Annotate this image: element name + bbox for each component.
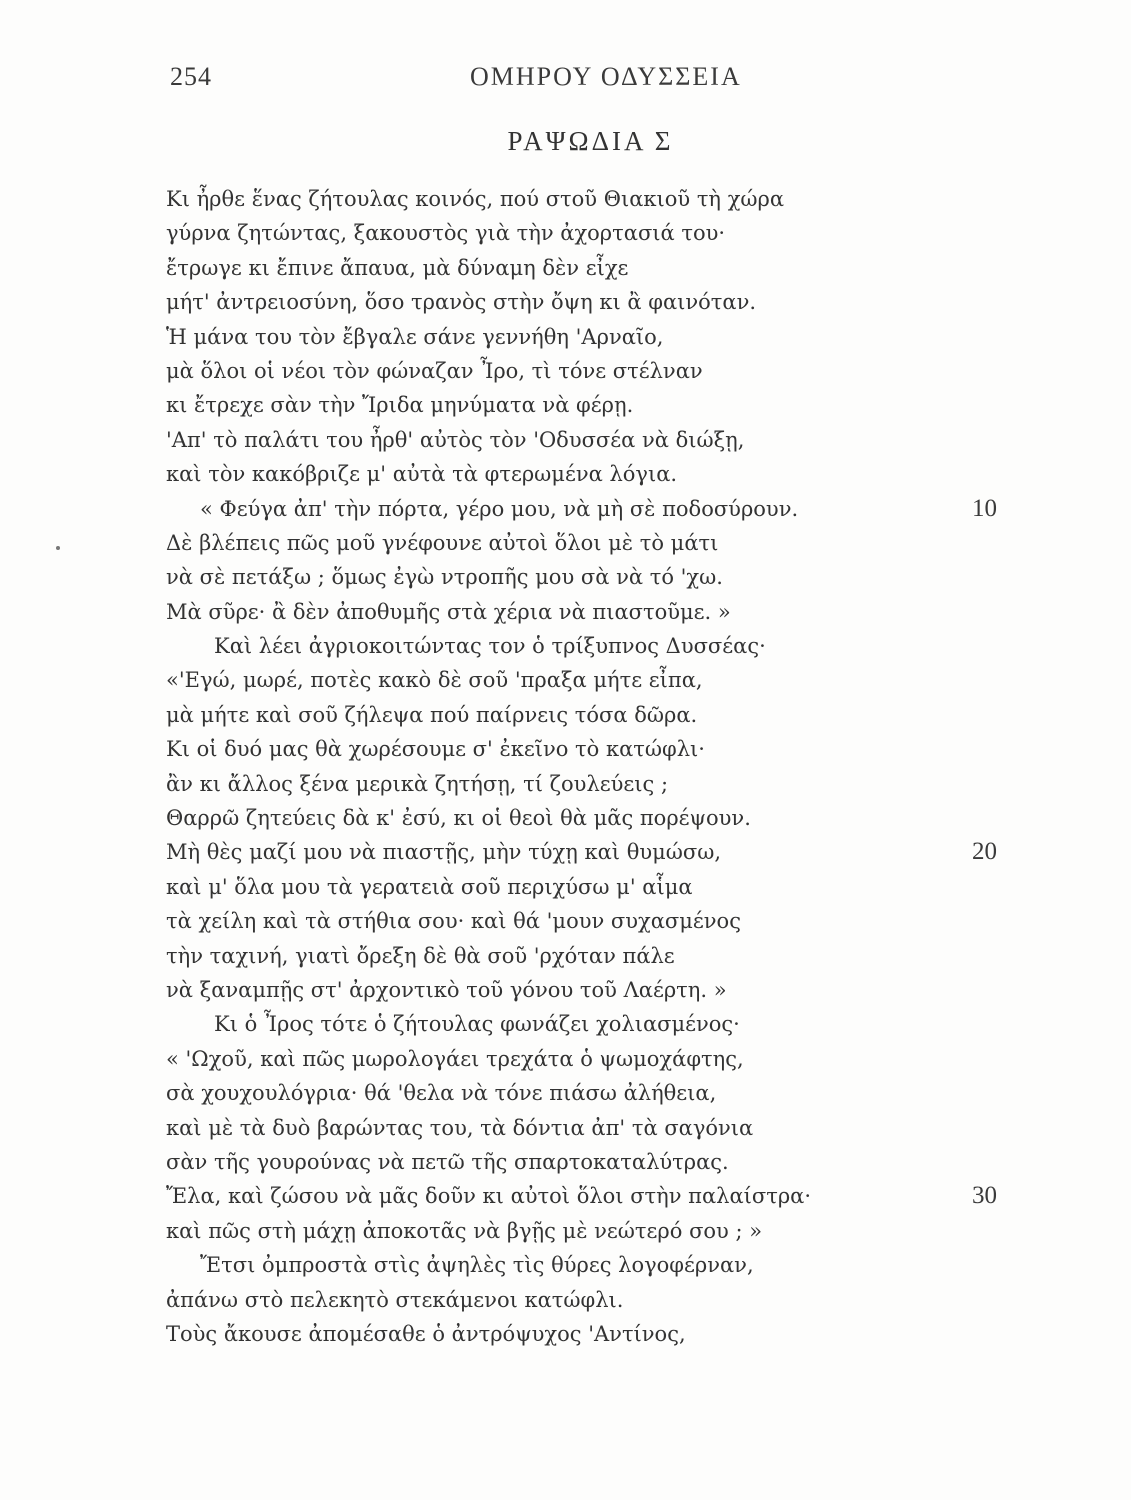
verse-line	[166, 973, 1066, 1007]
verse-text: Κι οἱ δυό μας θὰ χωρέσουμε σ' ἐκεῖνο τὸ κατώφλι·	[166, 737, 705, 762]
verse-text: νὰ σὲ πετάξω ; ὅμως ἐγὼ ντροπῆς μου σὰ νὰ τό 'χω.	[166, 565, 723, 590]
verse-text: τὰ χείλη καὶ τὰ στήθια σου· καὶ θά 'μουν συχασμένος	[166, 909, 741, 934]
verse-line	[166, 939, 1066, 973]
verse-text: Μὰ σῦρε· ἂ δὲν ἀποθυμῆς στὰ χέρια νὰ πιαστοῦμε. »	[166, 599, 731, 624]
verse-text: Κι ἦρθε ἕνας ζήτουλας κοινός, πού στοῦ Θιακιοῦ τὴ χώρα	[166, 187, 785, 211]
verse-text: « Φεύγα ἀπ' τὴν πόρτα, γέρο μου, νὰ μὴ σὲ ποδοσύρουν.	[200, 496, 799, 521]
verse-line	[166, 457, 1066, 491]
line-number: 10	[972, 494, 997, 522]
verse-text: μήτ' ἀντρειοσύνη, ὅσο τρανὸς στὴν ὄψη κι ἂ φαινόταν.	[166, 290, 757, 315]
verse-text: ἂν κι ἄλλος ξένα μερικὰ ζητήσῃ, τί ζουλεύεις ;	[166, 771, 669, 796]
verse-line	[166, 835, 1066, 869]
verse-text: καὶ πῶς στὴ μάχῃ ἀποκοτᾶς νὰ βγῇς μὲ νεώτερό σου ; »	[166, 1218, 763, 1243]
verse-line	[166, 1145, 1066, 1179]
verse-text: μὰ ὅλοι οἱ νέοι τὸν φώναζαν Ἶρο, τὶ τόνε στέλναν	[166, 358, 703, 383]
verse-line	[166, 216, 1066, 250]
verse-text: κι ἔτρεχε σὰν τὴν Ἴριδα μηνύματα νὰ φέρῃ.	[166, 393, 634, 418]
verse-line	[166, 1248, 1066, 1282]
verse-text: σὰν τῆς γουρούνας νὰ πετῶ τῆς σπαρτοκαταλύτρας.	[166, 1149, 729, 1174]
verse-line	[166, 595, 1066, 629]
verse-line	[166, 870, 1066, 904]
verse-text: Τοὺς ἄκουσε ἀπομέσαθε ὁ ἀντρόψυχος 'Αντίνος,	[166, 1321, 686, 1346]
line-number: 30	[972, 1182, 997, 1210]
verse-text: Ἔτσι ὀμπροστὰ στὶς ἀψηλὲς τὶς θύρες λογοφέρναν,	[200, 1253, 754, 1278]
verse-text: Κι ὁ Ἶρος τότε ὁ ζήτουλας φωνάζει χολιασμένος·	[214, 1012, 740, 1037]
verse-line	[166, 1283, 1066, 1317]
verse-text: ἔτρωγε κι ἔπινε ἄπαυα, μὰ δύναμη δὲν εἶχε	[166, 255, 629, 280]
verse-line	[166, 1076, 1066, 1110]
verse-line	[166, 285, 1066, 319]
verse-line	[166, 1317, 1066, 1351]
verse-line	[166, 629, 1066, 663]
verse-line	[166, 732, 1066, 766]
running-title: ΟΜΗΡΟΥ ΟΔΥΣΣΕΙΑ	[470, 62, 742, 91]
verse-line	[166, 320, 1066, 354]
verse-line	[166, 1042, 1066, 1076]
verse-line	[166, 698, 1066, 732]
verse-text: Καὶ λέει ἀγριοκοιτώντας τον ὁ τρίξυπνος Δυσσέας·	[214, 634, 766, 659]
verse-line	[166, 801, 1066, 835]
verse-line	[166, 904, 1066, 938]
verse-text: τὴν ταχινή, γιατὶ ὄρεξη δὲ θὰ σοῦ 'ρχόταν πάλε	[166, 943, 675, 968]
verse-line	[166, 767, 1066, 801]
verse-text: 'Απ' τὸ παλάτι του ἦρθ' αὐτὸς τὸν 'Οδυσσέα νὰ διώξῃ,	[166, 427, 745, 452]
verse-line	[166, 663, 1066, 697]
verse-line	[166, 1111, 1066, 1145]
verse-line	[166, 388, 1066, 422]
verse-text: Ἔλα, καὶ ζώσου νὰ μᾶς δοῦν κι αὐτοὶ ὅλοι στὴν παλαίστρα·	[166, 1184, 812, 1209]
verse-line	[166, 1214, 1066, 1248]
verse-text: Θαρρῶ ζητεύεις δὰ κ' ἐσύ, κι οἱ θεοὶ θὰ μᾶς πορέψουν.	[166, 806, 751, 831]
verse-line	[166, 354, 1066, 388]
poem-text	[166, 182, 1066, 1351]
verse-text: ἀπάνω στὸ πελεκητὸ στεκάμενοι κατώφλι.	[166, 1287, 624, 1312]
verse-line	[166, 560, 1066, 594]
verse-line	[166, 1179, 1066, 1213]
verse-text: μὰ μήτε καὶ σοῦ ζήλεψα πού παίρνεις τόσα δῶρα.	[166, 702, 698, 727]
verse-text: Δὲ βλέπεις πῶς μοῦ γνέφουνε αὐτοὶ ὅλοι μὲ τὸ μάτι	[166, 530, 719, 555]
verse-text: γύρνα ζητώντας, ξακουστὸς γιὰ τὴν ἀχορτασιά του·	[166, 221, 726, 246]
verse-text: καὶ μ' ὅλα μου τὰ γερατειὰ σοῦ περιχύσω μ' αἷμα	[166, 874, 693, 899]
verse-line	[166, 492, 1066, 526]
verse-text: νὰ ξαναμπῇς στ' ἀρχοντικὸ τοῦ γόνου τοῦ Λαέρτη. »	[166, 977, 727, 1002]
verse-text: Μὴ θὲς μαζί μου νὰ πιαστῇς, μὴν τύχῃ καὶ θυμώσω,	[166, 840, 722, 865]
page-header	[0, 62, 1131, 102]
verse-text: «'Εγώ, μωρέ, ποτὲς κακὸ δὲ σοῦ 'πραξα μήτε εἶπα,	[166, 668, 703, 693]
verse-text: καὶ μὲ τὰ δυὸ βαρώντας του, τὰ δόντια ἀπ' τὰ σαγόνια	[166, 1115, 754, 1140]
page-number: 254	[170, 62, 212, 91]
line-number: 20	[972, 838, 997, 866]
verse-line	[166, 251, 1066, 285]
verse-line	[166, 182, 1066, 216]
verse-text: σὰ χουχουλόγρια· θά 'θελα νὰ τόνε πιάσω ἀλήθεια,	[166, 1081, 717, 1106]
margin-dot	[56, 546, 60, 550]
chapter-title: ΡΑΨΩΔΙΑ Σ	[507, 126, 674, 156]
verse-text: « 'Ωχοῦ, καὶ πῶς μωρολογάει τρεχάτα ὁ ψωμοχάφτης,	[166, 1046, 744, 1071]
verse-line	[166, 526, 1066, 560]
verse-line	[166, 423, 1066, 457]
verse-text: Ἡ μάνα του τὸν ἔβγαλε σάνε γεννήθη 'Αρναῖο,	[166, 324, 664, 349]
verse-text: καὶ τὸν κακόβριζε μ' αὐτὰ τὰ φτερωμένα λόγια.	[166, 462, 678, 487]
verse-line	[166, 1007, 1066, 1041]
